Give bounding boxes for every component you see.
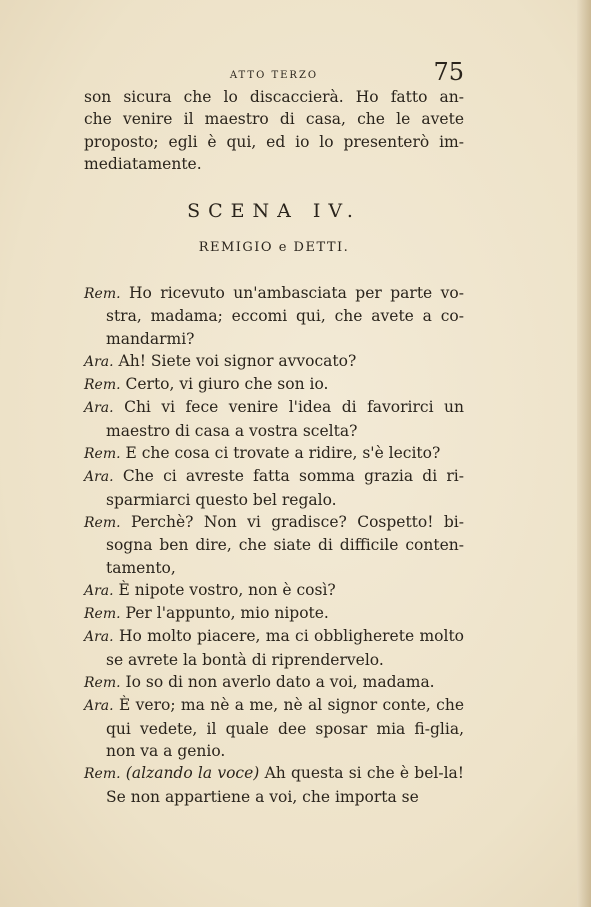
speech: [84, 396, 464, 442]
continuation-paragraph: [84, 86, 464, 175]
speech-text: Ho molto piacere, ma ci obbligherete molto se avrete la bontà di riprendervelo.: [106, 627, 464, 669]
speech-text: Chi vi fece venire l'idea di favorirci un maestro di casa a vostra scelta?: [106, 398, 464, 440]
speech: [84, 671, 464, 694]
page-header: [84, 58, 464, 86]
speech: [84, 373, 464, 396]
speaker-label: Rem.: [84, 766, 121, 783]
speaker-label: Rem.: [84, 286, 121, 302]
speaker-label: Ara.: [84, 582, 114, 599]
speech-text: Che ci avreste fatta somma grazia di ri-sparmiarci questo bel regalo.: [106, 467, 464, 509]
dialogue: [84, 282, 464, 808]
speech-text: È vero; ma nè a me, nè al signor conte, che qui vedete, il quale dee sposar mia fi-glia, non va a genio.: [106, 696, 464, 760]
speech-text: Certo, vi giuro che son io.: [125, 375, 329, 394]
text-line: son sicura che lo discaccierà. Ho fatto an-: [84, 88, 464, 106]
running-head: ATTO TERZO: [229, 70, 319, 81]
speech-text: Ah! Siete voi signor avvocato?: [118, 351, 357, 370]
speech: [84, 282, 464, 350]
speech: [84, 625, 464, 671]
speech-text: Per l'appunto, mio nipote.: [125, 604, 329, 623]
speaker-label: Ara.: [84, 353, 114, 370]
scene-title: SCENA IV.: [187, 200, 361, 222]
speaker-label: Rem.: [84, 606, 121, 623]
speaker-label: Ara.: [84, 698, 114, 715]
speaker-label: Rem.: [84, 514, 121, 531]
speech: [84, 602, 464, 625]
stage-direction: (alzando la voce): [125, 764, 260, 783]
speech: [84, 579, 464, 602]
speech: [84, 511, 464, 579]
speech-text: E che cosa ci trovate a ridire, s'è lecito?: [125, 444, 441, 463]
text-line: mediatamente.: [84, 154, 202, 173]
speech: [84, 694, 464, 762]
page-gutter-shadow: [577, 0, 591, 907]
speaker-label: Rem.: [84, 446, 121, 463]
speech-text: Ah questa si che è bel-la! Se non appartiene a voi, che importa se: [106, 764, 464, 806]
speech: [84, 465, 464, 511]
speaker-label: Ara.: [84, 469, 114, 486]
speaker-label: Rem.: [84, 377, 121, 394]
page-number: 75: [433, 58, 464, 86]
scene-characters: REMIGIO e DETTI.: [198, 240, 350, 255]
text-line: proposto; egli è qui, ed io lo presenterò im-: [84, 132, 464, 151]
speech: [84, 350, 464, 373]
speech-text: Perchè? Non vi gradisce? Cospetto! bi-sogna ben dire, che siate di difficile conten-tamento,: [106, 512, 464, 577]
text-line: che venire il maestro di casa, che le avete: [84, 110, 464, 129]
speech-text: Ho ricevuto un'ambasciata per parte vo-stra, madama; eccomi qui, che avete a co-mandarmi?: [106, 284, 464, 348]
speaker-label: Rem.: [84, 675, 121, 692]
speech: [84, 442, 464, 465]
speech-text: È nipote vostro, non è così?: [118, 580, 336, 599]
speaker-label: Ara.: [84, 400, 114, 417]
speaker-label: Ara.: [84, 629, 114, 646]
speech-text: Io so di non averlo dato a voi, madama.: [125, 673, 435, 692]
speech: [84, 762, 464, 808]
